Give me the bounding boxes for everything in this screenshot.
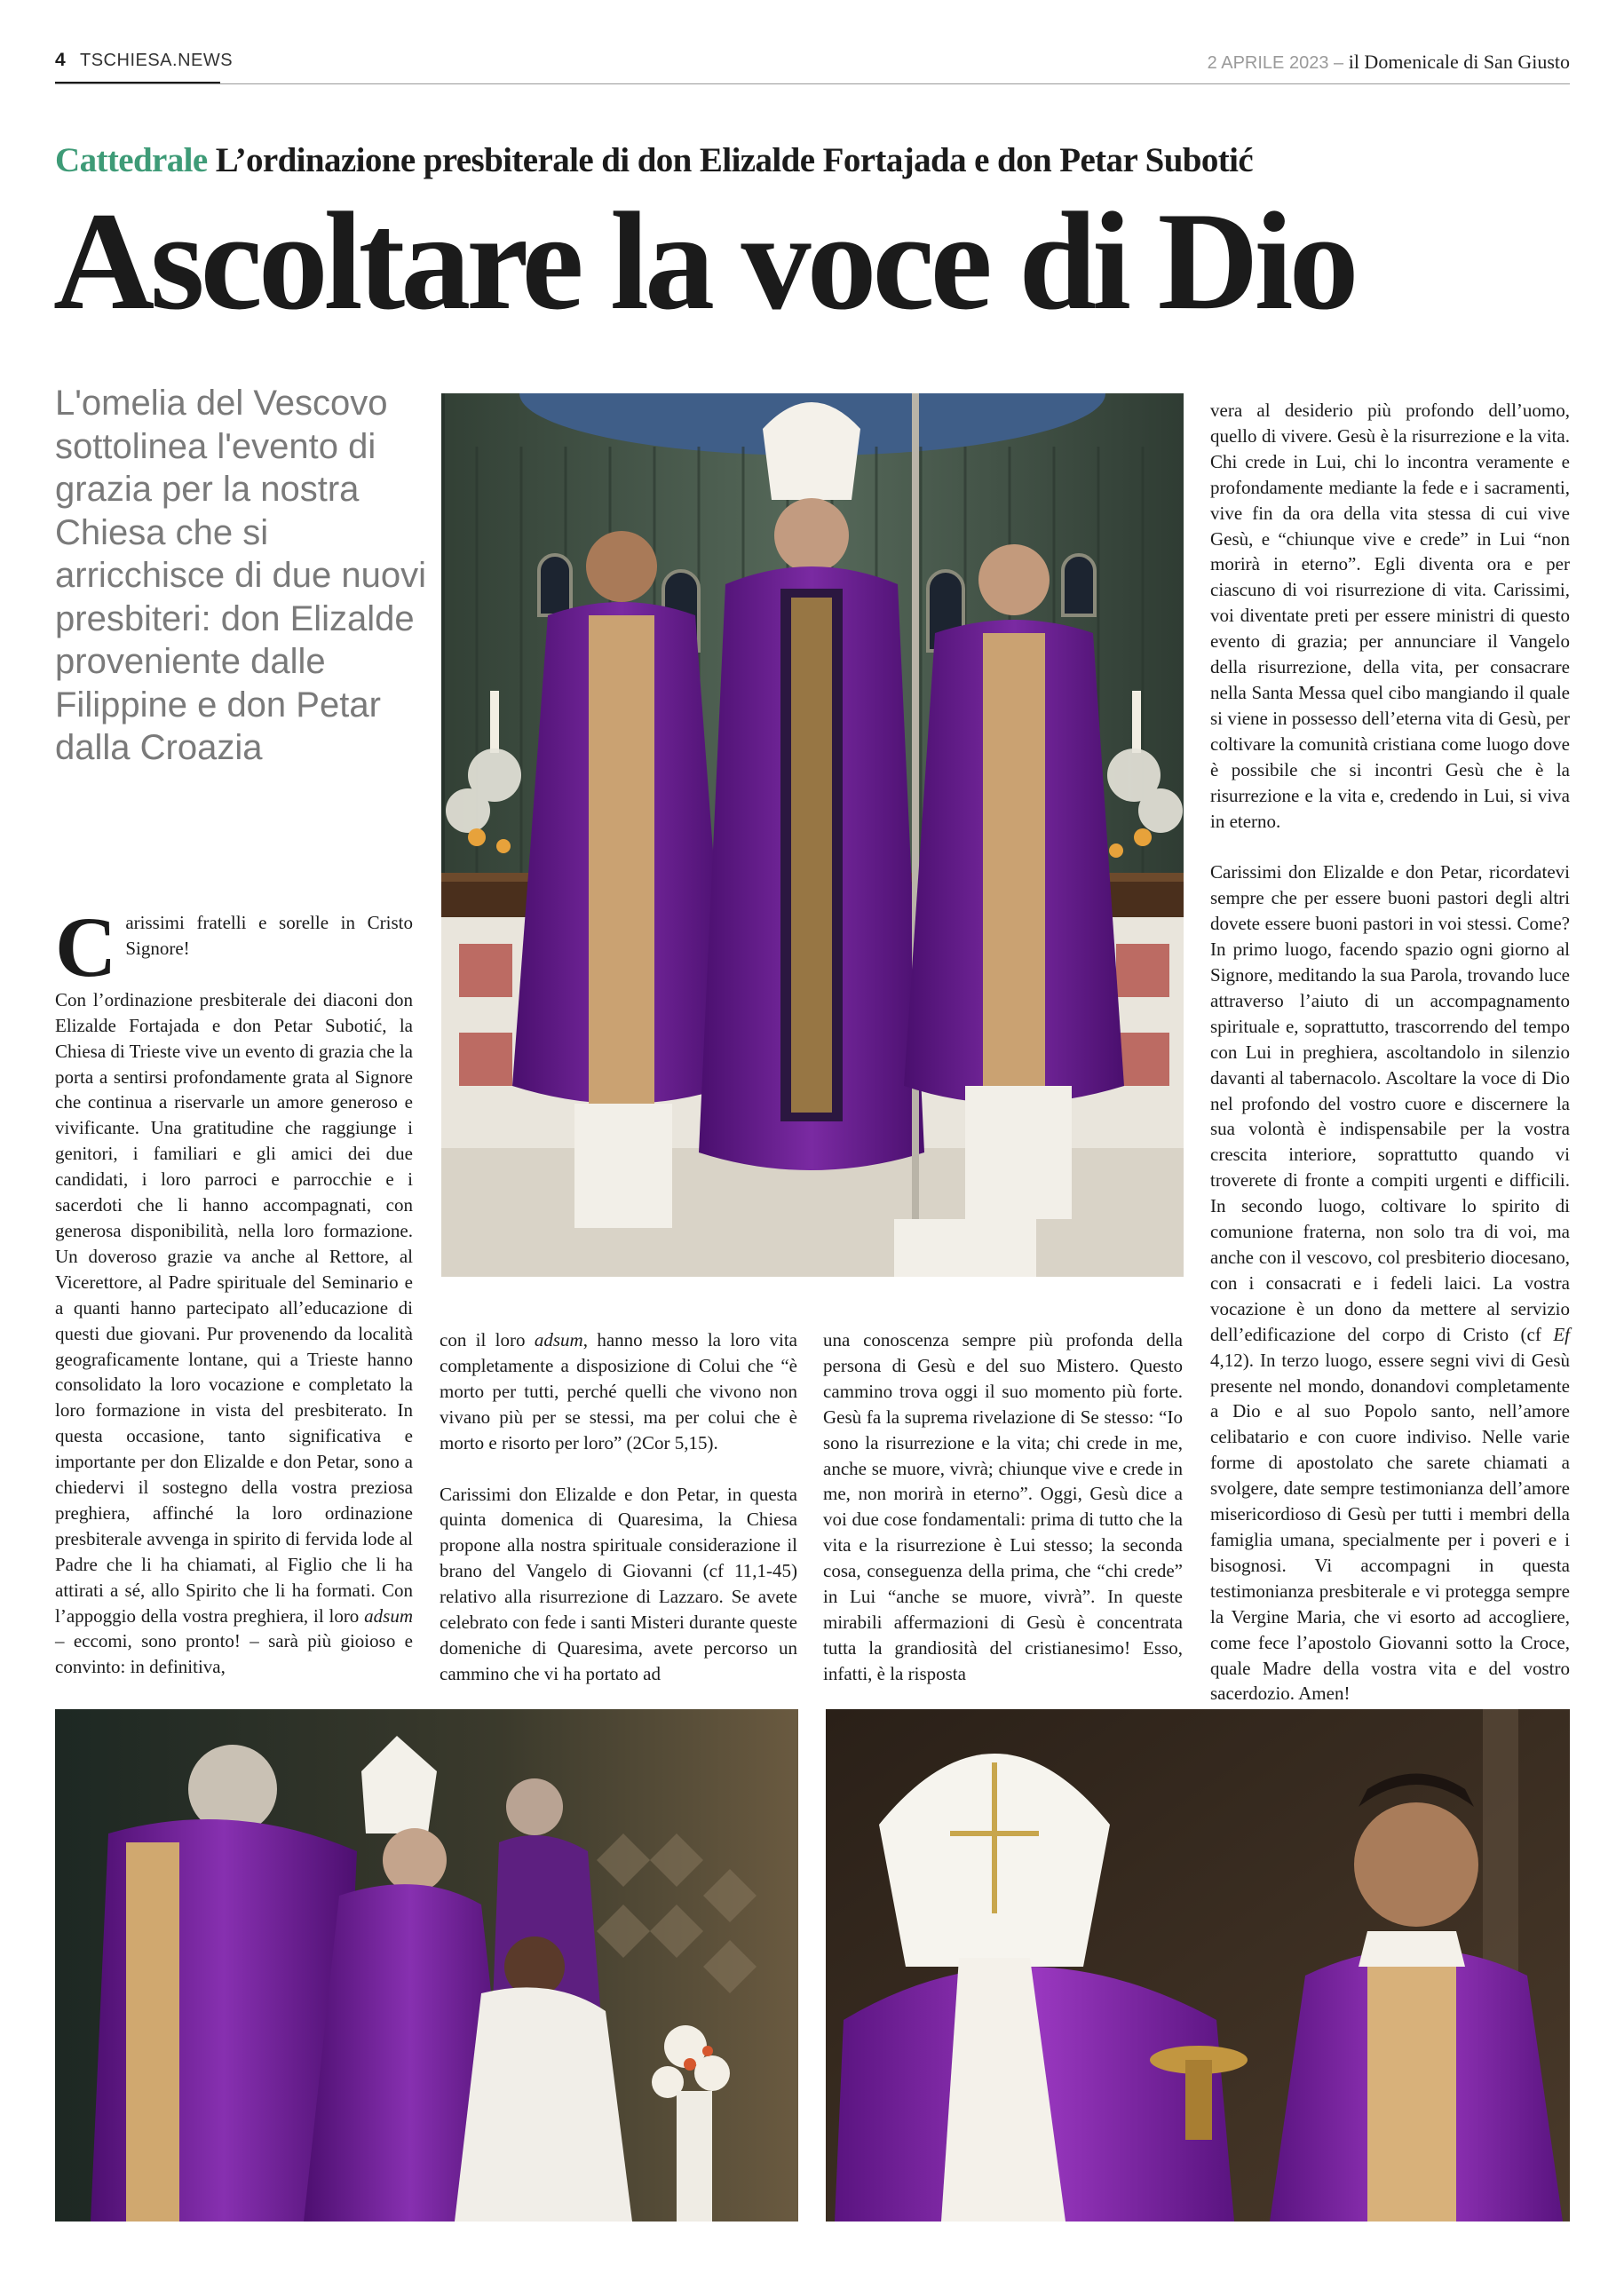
kicker-section: Cattedrale <box>55 141 208 179</box>
drop-cap: C <box>55 899 117 994</box>
intro-paragraph <box>55 899 413 994</box>
article-paragraph: una conoscenza sempre più profonda della persona di Gesù e del suo Mistero. Questo cammino trova oggi il suo momento più forte. Gesù fa la suprema rivelazione di Se stesso: “Io sono la risurrezione e la vita; chi crede in me, anche se muore, vivrà; chiunque vive e crede in me, non morirà in eterno”. Oggi, Gesù dice a voi due cose fondamentali: prima di tutto che la vita e la risurrezione è Lui stesso; la seconda cosa, conseguenza della prima, che “chi crede” in Lui “anche se muore, vivrà”. In queste mirabili affermazioni di Gesù è concentrata tutta la grandiosità del cristianesimo! Esso, infatti, è la risposta <box>823 1329 1183 1684</box>
paragraph-text: – eccomi, sono pronto! – sarà più gioioso e convinto: in definitiva, <box>55 1630 413 1678</box>
latin-term: adsum <box>364 1604 413 1627</box>
article-paragraph: vera al desiderio più profondo dell’uomo, quello di vivere. Gesù è la risurrezione e la vita. Chi crede in Lui, chi lo incontra veramente e profondamente mediante la fede e i sacramenti, vive fin da ora della vita stessa di cui vive Gesù, e “chiunque vive e crede” in Lui “non morirà in eterno”. Egli diventa ora e per ciascuno di voi risurrezione di vita. Carissimi, voi diventate preti per essere ministri di questo evento di grazia; per annunciare il Vangelo della risurrezione, della vita, per consacrare nella Santa Messa quel cibo mangiando il quale si viene in possesso dell’eterna vita di Gesù, per coltivare la comunità cristiana come luogo dove è possibile che si incontri Gesù che è la risurrezione e la vita e, credendo in Lui, si viva in eterno. <box>1210 400 1570 832</box>
paper-name: il Domenicale di San Giusto <box>1348 51 1570 73</box>
article-paragraph <box>55 987 413 1680</box>
intro-text: arissimi fratelli e sorelle in Cristo Signore! <box>125 912 413 959</box>
scripture-ref: Ef <box>1553 1323 1570 1345</box>
page-number: 4 <box>55 50 66 70</box>
kicker <box>55 140 1253 180</box>
paragraph-text: con il loro <box>440 1329 526 1350</box>
paragraph-text: 4,12). In terzo luogo, essere segni vivi di Gesù presente nel mondo, donandovi completamente a Dio e al suo Popolo santo, nell’amore celibatario e con cuore indiviso. Nelle varie forme di apostolato che sarete chiamati a svolgere, date sempre testimonianza dell’amore misericordioso di Gesù per tutti i membri della famiglia umana, specialmente per i poveri e i bisognosi. Vi accompagni in questa testimonianza presbiterale e vi protegga sempre la Vergine Maria, che vi esorto ad accogliere, come fece l’apostolo Giovanni sotto la Croce, quale Madre della vostra vita e del vostro sacerdozio. Amen! <box>1210 1349 1570 1705</box>
photo-laying-on-of-hands-art <box>55 1709 798 2222</box>
article-paragraph: Carissimi don Elizalde e don Petar, in questa quinta domenica di Quaresima, la Chiesa propone alla nostra spirituale considerazione il brano del Vangelo di Giovanni (cf 11,1-45) relativo alla risurrezione di Lazzaro. Se avete celebrato con fede i santi Misteri durante queste domeniche di Quaresima, avete percorso un cammino che vi ha portato ad <box>440 1483 797 1684</box>
standfirst: L'omelia del Vescovo sottolinea l'evento di grazia per la nostra Chiesa che si arricchisce di due nuovi presbiteri: don Elizalde proveniente dalle Filippine e don Petar dalla Croazia <box>55 384 426 767</box>
article-paragraph <box>440 1327 797 1456</box>
header-issue <box>1208 51 1570 74</box>
header-separator: – <box>1334 53 1344 73</box>
article-column-4 <box>1210 398 1570 1707</box>
photo-laying-on-of-hands <box>55 1709 798 2222</box>
photo-chalice <box>826 1709 1570 2222</box>
header-rule <box>55 83 1570 84</box>
headline: Ascoltare la voce di Dio <box>53 184 1355 339</box>
photo-ordination-group-art <box>441 393 1184 1277</box>
site-name[interactable]: TSCHIESA.NEWS <box>80 51 234 70</box>
paragraph-text: Carissimi don Elizalde e don Petar, ricordatevi sempre che per essere buoni pastori degli altri dovete essere buoni pastori in voi stessi. Come? In primo luogo, facendo spazio ogni giorno al Signore, meditando la sua Parola, trovando luce attraverso l’aiuto di un accompagnamento spirituale e, soprattutto, trascorrendo del tempo con Lui in preghiera, ascoltandolo in silenzio davanti al tabernacolo. Ascoltare la voce di Dio nel profondo del vostro cuore e discernere la sua volontà è indispensabile per la vostra crescita interiore, soprattutto quando vi troverete di fronte a compiti urgenti e difficili. In secondo luogo, coltivare lo spirito di comunione fraterna, non solo tra di voi, ma anche con il vescovo, col presbiterio diocesano, con i consacrati e i fedeli laici. La vostra vocazione è un dono da mettere al servizio dell’edificazione del corpo di Cristo (cf <box>1210 861 1570 1345</box>
article-paragraph <box>1210 859 1570 1707</box>
kicker-title: L’ordinazione presbiterale di don Elizalde Fortajada e don Petar Subotić <box>215 141 1254 179</box>
photo-ordination-group <box>441 393 1184 1277</box>
article-column-2 <box>440 1327 797 1687</box>
paragraph-text: , hanno messo la loro vita completamente a disposizione di Colui che “è morto per tutti, perché quelli che vivono non vivano più per se stessi, ma per colui che è morto e risorto per loro” (2Cor 5,15). <box>440 1329 798 1453</box>
article-column-3 <box>823 1327 1183 1687</box>
paragraph-text: Con l’ordinazione presbiterale dei diaconi don Elizalde Fortajada e don Petar Subotić, la Chiesa di Trieste vive un evento di grazia che la porta a sentirsi profondamente grata al Signore che continua a riservarle un amore generoso e vivificante. Una gratitudine che raggiunge i genitori, i familiari e gli amici dei due candidati, i loro parroci e parrocchie e i sacerdoti che li hanno accompagnati, con generosa disponibilità, nella loro formazione. Un doveroso grazie va anche al Rettore, al Vicerettore, al Padre spirituale del Seminario e a quanti hanno partecipato all’educazione di questi due giovani. Pur provenendo da località geograficamente lontane, qui a Trieste hanno consolidato la loro vocazione e completato la loro formazione in vista del presbiterato. In questa occasione, tanto significativa e importante per don Elizalde e don Petar, sono a chiedervi il sostegno della vostra preziosa preghiera, affinché la loro ordinazione presbiterale avvenga in spirito di fervida lode al Padre che li ha chiamati, al Figlio che li ha attirati a sé, allo Spirito che li ha formati. Con l’appoggio della vostra preghiera, il loro <box>55 988 413 1627</box>
latin-term: adsum <box>534 1329 583 1350</box>
photo-chalice-art <box>826 1709 1570 2222</box>
issue-date: 2 APRILE 2023 <box>1207 53 1329 73</box>
article-column-1 <box>55 899 413 1680</box>
